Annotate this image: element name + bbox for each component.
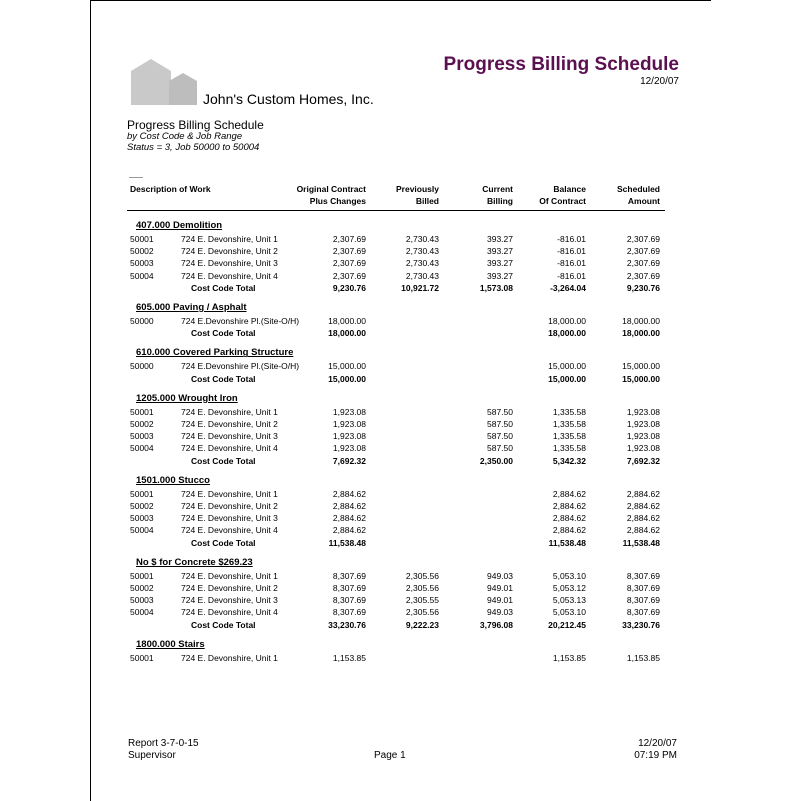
table-row [91, 360, 711, 372]
job-description: 724 E. Devonshire, Unit 4 [181, 443, 278, 454]
amount-bal: 5,053.10 [552, 570, 586, 581]
amount-bal: 1,335.58 [552, 431, 586, 442]
column-header-balance: Balance Of Contract [539, 184, 586, 206]
amount-bal: 5,053.13 [552, 595, 586, 606]
job-number: 50001 [130, 570, 154, 581]
amount-bal: 1,153.85 [552, 652, 586, 663]
job-description: 724 E. Devonshire, Unit 1 [181, 652, 278, 663]
total-label: Cost Code Total [191, 373, 256, 384]
job-description: 724 E. Devonshire, Unit 3 [181, 513, 278, 524]
table-row [91, 406, 711, 418]
report-criteria-2: Status = 3, Job 50000 to 50004 [127, 142, 260, 153]
cost-code-total-row [91, 455, 711, 467]
job-number: 50004 [130, 607, 154, 618]
total-orig: 9,230.76 [332, 282, 366, 293]
table-row [91, 442, 711, 454]
job-description: 724 E. Devonshire, Unit 2 [181, 419, 278, 429]
amount-sch: 1,153.85 [626, 652, 660, 663]
cost-code-total-row [91, 619, 711, 631]
job-number: 50003 [130, 513, 154, 524]
total-orig: 7,692.32 [332, 455, 366, 466]
job-description: 724 E. Devonshire, Unit 1 [181, 488, 278, 499]
amount-orig: 1,153.85 [332, 652, 366, 663]
job-number: 50000 [130, 316, 154, 326]
amount-sch: 2,307.69 [626, 270, 660, 281]
amount-prev: 2,730.43 [405, 270, 439, 281]
amount-orig: 2,307.69 [332, 246, 366, 257]
amount-bal: 5,053.12 [552, 583, 586, 593]
amount-orig: 18,000.00 [328, 316, 366, 326]
job-number: 50002 [130, 246, 154, 257]
job-description: 724 E.Devonshire Pl.(Site-O/H) [181, 316, 300, 326]
table-row [91, 652, 711, 664]
amount-sch: 8,307.69 [626, 570, 660, 581]
job-description: 724 E. Devonshire, Unit 3 [181, 595, 278, 606]
amount-sch: 1,923.08 [626, 431, 660, 442]
amount-bal: 1,335.58 [552, 406, 586, 417]
amount-cur: 587.50 [487, 443, 513, 454]
amount-bal: 2,884.62 [552, 513, 586, 524]
section-title: 407.000 Demolition [136, 220, 223, 231]
amount-prev: 2,305.56 [405, 583, 439, 593]
column-header-current: Current Billing [482, 184, 513, 206]
total-label: Cost Code Total [191, 282, 256, 293]
amount-orig: 1,923.08 [332, 443, 366, 454]
amount-sch: 2,884.62 [626, 513, 660, 524]
total-cur: 1,573.08 [479, 282, 513, 293]
amount-cur: 949.01 [487, 595, 513, 606]
table-row [91, 582, 711, 594]
total-orig: 33,230.76 [328, 619, 366, 630]
amount-orig: 8,307.69 [332, 607, 366, 618]
job-description: 724 E. Devonshire, Unit 4 [181, 525, 278, 536]
total-orig: 18,000.00 [328, 328, 366, 339]
section-title: No $ for Concrete $269.23 [136, 556, 253, 568]
job-description: 724 E. Devonshire, Unit 3 [181, 258, 278, 269]
amount-sch: 2,307.69 [626, 258, 660, 269]
table-row [91, 233, 711, 245]
amount-bal: -816.01 [557, 270, 586, 281]
total-sch: 7,692.32 [626, 455, 660, 466]
total-label: Cost Code Total [191, 537, 256, 548]
amount-sch: 1,923.08 [626, 419, 660, 429]
section-title: 1205.000 Wrought Iron [136, 392, 238, 404]
amount-orig: 2,307.69 [332, 258, 366, 269]
amount-bal: 2,884.62 [552, 525, 586, 536]
report-page [90, 0, 711, 801]
job-number: 50003 [130, 258, 154, 269]
table-row [91, 512, 711, 524]
footer-time: 07:19 PM [634, 750, 677, 761]
job-number: 50003 [130, 431, 154, 442]
header-rule [127, 210, 665, 211]
total-bal: 18,000.00 [548, 328, 586, 339]
job-description: 724 E. Devonshire, Unit 1 [181, 570, 278, 581]
table-row [91, 594, 711, 606]
job-description: 724 E.Devonshire Pl.(Site-O/H) [181, 361, 300, 372]
amount-sch: 8,307.69 [626, 607, 660, 618]
total-prev: 10,921.72 [401, 282, 439, 293]
column-header-original: Original Contract Plus Changes [296, 184, 366, 206]
amount-orig: 2,884.62 [332, 525, 366, 536]
amount-orig: 15,000.00 [328, 361, 366, 372]
job-description: 724 E. Devonshire, Unit 2 [181, 501, 278, 511]
total-cur: 3,796.08 [479, 619, 513, 630]
amount-sch: 2,884.62 [626, 501, 660, 511]
cost-code-total-row [91, 282, 711, 294]
job-number: 50002 [130, 583, 154, 593]
footer-page: Page 1 [374, 750, 406, 761]
amount-bal: 18,000.00 [548, 316, 586, 326]
amount-sch: 2,307.69 [626, 234, 660, 244]
report-subtitle-block [127, 120, 264, 153]
report-subtitle: Progress Billing Schedule [127, 118, 264, 132]
job-description: 724 E. Devonshire, Unit 1 [181, 406, 278, 417]
amount-bal: -816.01 [557, 258, 586, 269]
amount-sch: 2,884.62 [626, 488, 660, 499]
amount-bal: -816.01 [557, 234, 586, 244]
amount-cur: 393.27 [487, 258, 513, 269]
table-row [91, 418, 711, 430]
table-row [91, 430, 711, 442]
amount-cur: 587.50 [487, 419, 513, 429]
amount-prev: 2,730.43 [405, 258, 439, 269]
table-row [91, 570, 711, 582]
table-row [91, 245, 711, 257]
total-sch: 33,230.76 [622, 619, 660, 630]
total-bal: 20,212.45 [548, 619, 586, 630]
table-row [91, 606, 711, 618]
amount-cur: 393.27 [487, 270, 513, 281]
amount-prev: 2,730.43 [405, 234, 439, 244]
amount-sch: 15,000.00 [622, 361, 660, 372]
amount-sch: 8,307.69 [626, 595, 660, 606]
total-label: Cost Code Total [191, 328, 256, 339]
amount-bal: 15,000.00 [548, 361, 586, 372]
amount-cur: 587.50 [487, 431, 513, 442]
total-orig: 15,000.00 [328, 373, 366, 384]
job-number: 50004 [130, 443, 154, 454]
total-bal: -3,264.04 [550, 282, 586, 293]
total-bal: 11,538.48 [548, 537, 586, 548]
amount-prev: 2,305.55 [405, 595, 439, 606]
company-name: John's Custom Homes, Inc. [203, 91, 374, 107]
job-description: 724 E. Devonshire, Unit 4 [181, 270, 278, 281]
table-row [91, 315, 711, 327]
report-criteria-1: by Cost Code & Job Range [127, 131, 243, 142]
amount-cur: 587.50 [487, 406, 513, 417]
cost-code-total-row [91, 327, 711, 339]
total-sch: 18,000.00 [622, 328, 660, 339]
amount-bal: 1,335.58 [552, 419, 586, 429]
job-number: 50004 [130, 525, 154, 536]
header-mark [129, 177, 143, 178]
amount-orig: 2,884.62 [332, 488, 366, 499]
amount-cur: 949.03 [487, 607, 513, 618]
total-prev: 9,222.23 [405, 619, 439, 630]
total-sch: 15,000.00 [622, 373, 660, 384]
amount-sch: 1,923.08 [626, 443, 660, 454]
amount-orig: 2,884.62 [332, 513, 366, 524]
footer-report-id: Report 3-7-0-15 [128, 738, 199, 749]
amount-cur: 949.01 [487, 583, 513, 593]
amount-orig: 8,307.69 [332, 583, 366, 593]
job-description: 724 E. Devonshire, Unit 2 [181, 246, 278, 257]
section-title: 1501.000 Stucco [136, 474, 210, 486]
job-number: 50001 [130, 234, 154, 244]
footer-right [634, 738, 677, 762]
footer-left [128, 738, 199, 762]
amount-bal: 5,053.10 [552, 607, 586, 618]
job-description: 724 E. Devonshire, Unit 2 [181, 583, 278, 593]
report-date: 12/20/07 [640, 76, 679, 87]
amount-bal: 2,884.62 [552, 488, 586, 499]
table-row [91, 270, 711, 282]
job-number: 50003 [130, 595, 154, 606]
table-row [91, 500, 711, 512]
job-description: 724 E. Devonshire, Unit 4 [181, 607, 278, 618]
amount-cur: 393.27 [487, 234, 513, 244]
amount-orig: 2,884.62 [332, 501, 366, 511]
cost-code-total-row [91, 537, 711, 549]
amount-orig: 8,307.69 [332, 595, 366, 606]
amount-cur: 949.03 [487, 570, 513, 581]
amount-prev: 2,305.56 [405, 607, 439, 618]
job-number: 50000 [130, 361, 154, 372]
footer-date: 12/20/07 [638, 738, 677, 749]
total-bal: 5,342.32 [552, 455, 586, 466]
job-number: 50001 [130, 488, 154, 499]
job-description: 724 E. Devonshire, Unit 1 [181, 234, 278, 244]
job-number: 50002 [130, 419, 154, 429]
total-sch: 11,538.48 [622, 537, 660, 548]
section-title: 1800.000 Stairs [136, 638, 205, 650]
amount-orig: 1,923.08 [332, 406, 366, 417]
column-header-previous: Previously Billed [396, 184, 439, 206]
amount-sch: 2,307.69 [626, 246, 660, 257]
amount-orig: 2,307.69 [332, 234, 366, 244]
total-cur: 2,350.00 [479, 455, 513, 466]
table-row [91, 257, 711, 269]
amount-bal: 1,335.58 [552, 443, 586, 454]
amount-orig: 1,923.08 [332, 419, 366, 429]
report-title: Progress Billing Schedule [443, 54, 679, 75]
amount-orig: 8,307.69 [332, 570, 366, 581]
amount-bal: -816.01 [557, 246, 586, 257]
amount-sch: 18,000.00 [622, 316, 660, 326]
amount-orig: 2,307.69 [332, 270, 366, 281]
amount-prev: 2,730.43 [405, 246, 439, 257]
job-number: 50001 [130, 406, 154, 417]
total-orig: 11,538.48 [328, 537, 366, 548]
amount-sch: 8,307.69 [626, 583, 660, 593]
total-sch: 9,230.76 [626, 282, 660, 293]
amount-prev: 2,305.56 [405, 570, 439, 581]
amount-orig: 1,923.08 [332, 431, 366, 442]
total-label: Cost Code Total [191, 455, 256, 466]
column-header-description: Description of Work [130, 184, 211, 194]
section-title: 605.000 Paving / Asphalt [136, 302, 247, 313]
total-label: Cost Code Total [191, 619, 256, 630]
section-title: 610.000 Covered Parking Structure [136, 347, 294, 359]
amount-sch: 1,923.08 [626, 406, 660, 417]
job-description: 724 E. Devonshire, Unit 3 [181, 431, 278, 442]
column-header-scheduled: Scheduled Amount [617, 184, 660, 206]
amount-cur: 393.27 [487, 246, 513, 257]
amount-sch: 2,884.62 [626, 525, 660, 536]
footer-user: Supervisor [128, 750, 176, 761]
cost-code-total-row [91, 373, 711, 385]
job-number: 50002 [130, 501, 154, 511]
job-number: 50004 [130, 270, 154, 281]
table-row [91, 488, 711, 500]
amount-bal: 2,884.62 [552, 501, 586, 511]
total-bal: 15,000.00 [548, 373, 586, 384]
table-row [91, 524, 711, 536]
job-number: 50001 [130, 652, 154, 663]
